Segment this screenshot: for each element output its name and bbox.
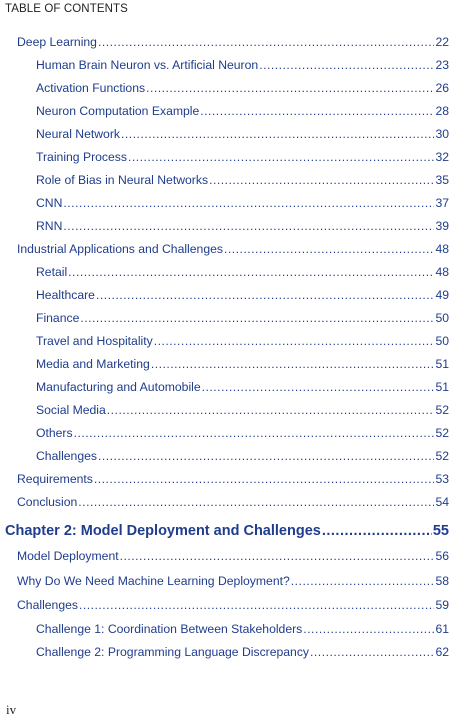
dot-leader xyxy=(98,35,434,49)
toc-entry[interactable] xyxy=(36,357,449,371)
toc-entry[interactable] xyxy=(36,288,449,302)
toc-entry-page: 56 xyxy=(435,549,449,563)
toc-entry-label: Human Brain Neuron vs. Artificial Neuron xyxy=(36,58,259,72)
toc-entry-label: Deep Learning xyxy=(17,35,97,49)
dot-leader xyxy=(96,288,434,302)
dot-leader xyxy=(209,173,434,187)
toc-entry-label: Requirements xyxy=(17,472,93,486)
toc-entry-page: 55 xyxy=(432,523,449,539)
toc-entry[interactable] xyxy=(36,219,449,233)
dot-leader xyxy=(146,81,434,95)
toc-entry-page: 23 xyxy=(435,58,449,72)
toc-entry-label: RNN xyxy=(36,219,63,233)
toc-entry-page: 52 xyxy=(435,426,449,440)
dot-leader xyxy=(94,472,435,486)
toc-entry-label: Healthcare xyxy=(36,288,95,302)
toc-entry-label: Travel and Hospitality xyxy=(36,334,153,348)
toc-entry-page: 59 xyxy=(435,598,449,612)
toc-entry-page: 37 xyxy=(435,196,449,210)
toc-entry-page: 32 xyxy=(435,150,449,164)
toc-entry[interactable] xyxy=(36,58,449,72)
toc-entry[interactable] xyxy=(17,472,449,486)
toc-entry[interactable] xyxy=(36,311,449,325)
toc-entry-label: CNN xyxy=(36,196,63,210)
toc-entry-page: 61 xyxy=(435,622,449,636)
toc-entry-page: 26 xyxy=(435,81,449,95)
toc-entry[interactable] xyxy=(36,622,449,636)
toc-entry-label: Neural Network xyxy=(36,127,120,141)
toc-entry-page: 52 xyxy=(435,403,449,417)
toc-entry[interactable] xyxy=(17,35,449,49)
toc-entry-page: 50 xyxy=(435,311,449,325)
dot-leader xyxy=(63,196,434,210)
toc-entry-label: Role of Bias in Neural Networks xyxy=(36,173,209,187)
dot-leader xyxy=(120,549,435,563)
toc-entry-label: Finance xyxy=(36,311,80,325)
toc-entry[interactable] xyxy=(36,449,449,463)
toc-entry-page: 48 xyxy=(435,242,449,256)
toc-entry[interactable] xyxy=(36,81,449,95)
toc-entry[interactable] xyxy=(36,196,449,210)
toc-entry[interactable] xyxy=(36,150,449,164)
toc-entry[interactable] xyxy=(17,598,449,612)
toc-entry-page: 54 xyxy=(435,495,449,509)
toc-entry[interactable] xyxy=(36,426,449,440)
toc-entry-label: Conclusion xyxy=(17,495,78,509)
dot-leader xyxy=(121,127,434,141)
toc-entry-label: Media and Marketing xyxy=(36,357,150,371)
dot-leader xyxy=(63,219,434,233)
toc-entry-page: 50 xyxy=(435,334,449,348)
toc-entry[interactable] xyxy=(36,127,449,141)
dot-leader xyxy=(259,58,434,72)
toc-entry-label: Training Process xyxy=(36,150,127,164)
dot-leader xyxy=(322,523,432,540)
dot-leader xyxy=(98,449,434,463)
toc-entry-page: 58 xyxy=(435,574,449,588)
dot-leader xyxy=(68,265,434,279)
toc-entry-page: 49 xyxy=(435,288,449,302)
toc-entry-page: 35 xyxy=(435,173,449,187)
toc-entry[interactable] xyxy=(17,495,449,509)
toc-entry-label: Industrial Applications and Challenges xyxy=(17,242,223,256)
toc-entry-page: 51 xyxy=(435,357,449,371)
toc-entry-label: Activation Functions xyxy=(36,81,146,95)
dot-leader xyxy=(291,574,435,588)
toc-entry[interactable] xyxy=(36,645,449,659)
toc-entry-label: Why Do We Need Machine Learning Deployment? xyxy=(17,574,290,588)
toc-entry[interactable] xyxy=(17,242,449,256)
dot-leader xyxy=(74,426,435,440)
toc-entry-page: 52 xyxy=(435,449,449,463)
toc-entry[interactable] xyxy=(17,574,449,588)
toc-entry-label: Challenges xyxy=(17,598,78,612)
toc-entry-label: Manufacturing and Automobile xyxy=(36,380,201,394)
toc-entry-label: Challenge 1: Coordination Between Stakeholders xyxy=(36,622,303,636)
toc-entry-label: Chapter 2: Model Deployment and Challenges xyxy=(5,523,321,539)
page-number: iv xyxy=(6,702,17,717)
toc-entry-page: 53 xyxy=(435,472,449,486)
dot-leader xyxy=(128,150,434,164)
toc-entry[interactable] xyxy=(36,173,449,187)
dot-leader xyxy=(224,242,434,256)
toc-entry[interactable] xyxy=(36,380,449,394)
dot-leader xyxy=(78,495,434,509)
dot-leader xyxy=(79,598,434,612)
toc-chapter-entry[interactable] xyxy=(5,523,449,540)
toc-entry-label: Model Deployment xyxy=(17,549,119,563)
dot-leader xyxy=(80,311,434,325)
toc-entry-page: 39 xyxy=(435,219,449,233)
toc-entry-label: Others xyxy=(36,426,73,440)
toc-entry-label: Neuron Computation Example xyxy=(36,104,200,118)
toc-entry-page: 62 xyxy=(435,645,449,659)
toc-entry[interactable] xyxy=(36,334,449,348)
dot-leader xyxy=(310,645,434,659)
toc-entry-label: Retail xyxy=(36,265,68,279)
toc-entry-label: Challenges xyxy=(36,449,97,463)
toc-entry-page: 51 xyxy=(435,380,449,394)
toc-header: TABLE OF CONTENTS xyxy=(5,3,128,15)
toc-entry[interactable] xyxy=(36,403,449,417)
dot-leader xyxy=(151,357,435,371)
toc-entry-label: Challenge 2: Programming Language Discrepancy xyxy=(36,645,310,659)
dot-leader xyxy=(202,380,435,394)
toc-entry-page: 28 xyxy=(435,104,449,118)
dot-leader xyxy=(303,622,434,636)
toc-entry-page: 30 xyxy=(435,127,449,141)
dot-leader xyxy=(107,403,435,417)
toc-entry[interactable] xyxy=(17,549,449,563)
toc-entry[interactable] xyxy=(36,104,449,118)
toc-entry-page: 48 xyxy=(435,265,449,279)
toc-entry[interactable] xyxy=(36,265,449,279)
toc-entry-label: Social Media xyxy=(36,403,106,417)
toc-entry-page: 22 xyxy=(435,35,449,49)
dot-leader xyxy=(200,104,434,118)
dot-leader xyxy=(154,334,435,348)
